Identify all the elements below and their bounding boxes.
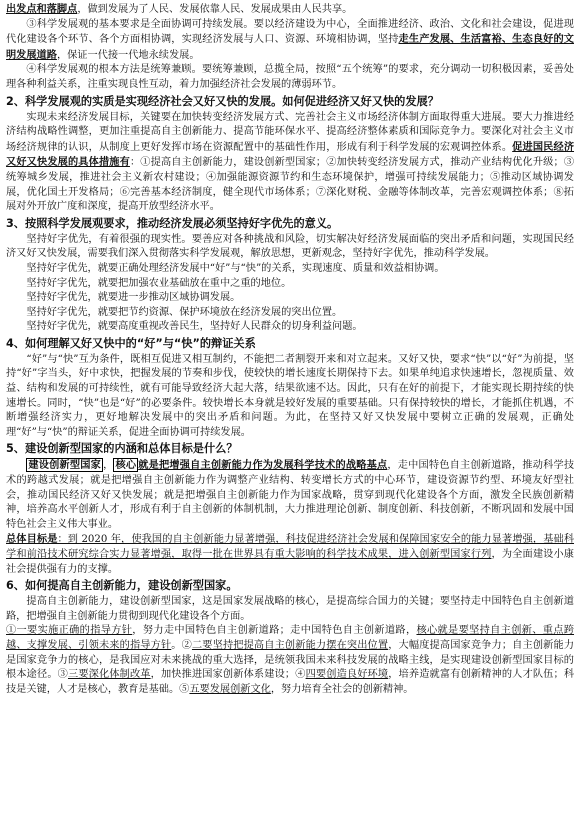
text: ，加快推进国家创新体系建设；④	[150, 669, 306, 681]
section-5-paragraph: 建设创新型国家 ， 核心 就是把增强自主创新能力作为发展科学技术的战略基点，走中国特色自主创新道路，推动科学技术的跨越式发展；就是把增强自主创新能力作为调整产业结构、转变增长方式的中心环节，建设资源节约型、环境友好型社会，推动国民经济又好又快发展；就是把增强自主创新能力作为国家战略，贯穿到现代化建设各个方面，激发全民族创新精神，培养高水平创新人才，形成有利于自主创新的体制机制，大力推进理论创新、制度创新、科技创新，不断巩固和发展中国特色社会主义伟大事业。	[6, 459, 575, 530]
text: ，为全面建设小康社会提供强有力的支撑。	[6, 549, 574, 575]
text: ，努力走中国特色自主创新道路；走中国特色自主创新道路，	[132, 625, 417, 637]
section-4-paragraph: “好”与“快”互为条件，既相互促进又相互制约，不能把二者割裂开来和对立起来。又好又快，要求“快”以“好”为前提，坚持“好”字当头，好中求快，把握发展的节奏和步伐，使较快的增长速度长期保持下去。如果单纯追求快速增长，忽视质量、效益、结构和发展的可持续性，就有可能导致经济大起大落，结果欲速不达。因此，只有在好的前提下，才能实现长期持续的快速增长。同时，“快”也是“好”的必要条件。较快增长本身就是较好发展的重要基础。只有保持较快的增长，才能抓住机遇，不断增强经济实力，更好地解决发展中的突出矛盾和问题。为此，在坚持又好又快发展中要树立正确的发展观，正确处理“好”与“快”的辩证关系，促进全面协调可持续发展。	[6, 353, 574, 438]
list-item: 坚持好字优先，就要把节约资源、保护环境放在经济发展的突出位置。	[26, 306, 343, 318]
section-3-heading: 3、按照科学发展观要求，推动经济发展必须坚持好字优先的意义。	[6, 216, 339, 230]
emphasis: ①一要实施正确的指导方针	[6, 625, 133, 637]
goal-text: ：到 2020 年，使我国的自主创新能力显著增强，科技促进经济社会发展和保障国家安全的能力显著增强，基础科学和前沿技术研究综合实力显著增强，取得一批在世界具有重大影响的科学技术成果，进入创新型国家行列	[6, 534, 575, 560]
list-item: 坚持好字优先，就要把加强农业基础放在重中之重的地位。	[26, 277, 292, 289]
emphasis: 二要坚持把提高自主创新能力摆在突出位置	[191, 639, 389, 651]
intro-emphasis: 出发点和落脚点	[6, 3, 78, 15]
section-6-measures	[6, 624, 574, 697]
paragraph-method: ④科学发展观的根本方法是统筹兼顾。要统筹兼顾，总揽全局，按照“五个统筹”的要求，充分调动一切积极因素，妥善处理各种利益关系，注重实现良性互动，着力加强经济社会发展的薄弱环节。	[6, 64, 574, 90]
text: ，努力培育全社会的创新精神。	[270, 683, 414, 695]
emphasis: 核心就是要坚持自主创新、重点跨越、支撑发展、引领未来的指导方针	[6, 625, 575, 651]
intro-line	[6, 2, 574, 18]
emphasis: 促进国民经济又好又快发展的具体措施有	[6, 140, 575, 169]
intro-text: ，做到发展为了人民、发展依靠人民、发展成果由人民共享。	[77, 4, 353, 15]
emphasis: 五要发展创新文化	[189, 683, 271, 695]
section-6-heading: 6、如何提高自主创新能力，建设创新型国家。	[6, 579, 238, 593]
text: 实现未来经济发展目标，关键要在加快转变经济发展方式、完善社会主义市场经济体制方面取得重大进展。要大力推进经济结构战略性调整，更加注重提高自主创新能力、提高节能环保水平、提高经济整体素质和国际竞争力。要深化对社会主义市场经济规律的认识，从制度上更好发挥市场在资源配置中的基础性作用，形成有利于科学发展的宏观调控体系。	[6, 111, 574, 153]
text: ，大幅度提高国家竞争力；自主创新能力是国家竞争力的核心，是我国应对未来挑战的重大选择，是统领我国未来科技发展的战略主线，是实现建设创新型国家目标的根本途径。③	[6, 639, 575, 681]
section-5-heading: 5、建设创新型国家的内涵和总体目标是什么？	[6, 442, 238, 456]
section-6-paragraph: 提高自主创新能力，建设创新型国家，这是国家发展战略的核心，是提高综合国力的关键；要坚持走中国特色自主创新道路，把增强自主创新能力贯彻到现代化建设各个方面。	[6, 596, 574, 622]
emphasis: 走生产发展、生活富裕、生态良好的文明发展道路	[6, 33, 574, 61]
text: ③科学发展观的基本要求是全面协调可持续发展。要以经济建设为中心，全面推进经济、政治、文化和社会建设，促进现代化建设各个环节、各个方面相协调，实现经济发展与人口、资源、环境相协调，坚持	[6, 18, 574, 46]
boxed-term: 建设创新型国家	[28, 459, 102, 472]
section-2-heading: 2、科学发展观的实质是实现经济社会又好又快的发展。如何促进经济又好又快的发展？	[6, 94, 439, 108]
goal-label: 总体目标是	[6, 533, 58, 546]
section-4-heading: 4、如何理解又好又快中的“好”与“快”的辩证关系	[6, 336, 256, 350]
text: ，培养造就富有创新精神的人才队伍；科技是关键，人才是核心，教育是基础。⑤	[6, 669, 575, 695]
text: ：①提高自主创新能力，建设创新型国家；②加快转变经济发展方式，推动产业结构优化升级；③统筹城乡发展，推进社会主义新农村建设；④加强能源资源节约和生态环境保护，增强可持续发展能力；⑤推动区域协调发展，优化国土开发格局；⑥完善基本经济制度，健全现代市场体系；⑦深化财税、金融等体制改革，完善宏观调控体系；⑧拓展对外开放广度和深度，提高开放型经济水平。	[6, 157, 575, 213]
text: ，保证一代接一代地永续发展。	[56, 49, 200, 61]
list-item: 坚持好字优先，就要正确处理经济发展中“好”与“快”的关系，实现速度、质量和效益相协调。	[26, 262, 445, 274]
paragraph-requirement	[6, 18, 574, 64]
section-5-goal	[6, 532, 574, 577]
emphasis: 就是把增强自主创新能力作为发展科学技术的战略基点	[138, 459, 388, 472]
list-item: 坚持好字优先，就要高度重视改善民生，坚持好人民群众的切身利益问题。	[26, 321, 363, 333]
emphasis: 三要深化体制改革	[67, 669, 151, 681]
boxed-term: 核心	[115, 459, 137, 472]
section-2-paragraph	[6, 111, 574, 215]
emphasis: 四要创造良好环境	[305, 669, 389, 681]
section-3-paragraph: 坚持好字优先，有着很强的现实性。要善应对各种挑战和风险，切实解决好经济发展面临的突出矛盾和问题，实现国民经济又好又快发展，需要我们深入贯彻落实科学发展观，解放思想，更新观念，坚持好字优先，推动科学发展。	[6, 233, 574, 260]
text: 。②	[171, 639, 192, 651]
list-item: 坚持好字优先，就要进一步推动区域协调发展。	[26, 292, 241, 304]
text: ，走中国特色自主创新道路，推动科学技术的跨越式发展；就是把增强自主创新能力作为调整产业结构、转变增长方式的中心环节，建设资源节约型、环境友好型社会，推动国民经济又好又快发展；就是把增强自主创新能力作为国家战略，贯穿到现代化建设各个方面，激发全民族创新精神，培养高水平创新人才，形成有利于自主创新的体制机制，大力推进理论创新、制度创新、科技创新，不断巩固和发展中国特色社会主义伟大事业。	[6, 460, 575, 530]
